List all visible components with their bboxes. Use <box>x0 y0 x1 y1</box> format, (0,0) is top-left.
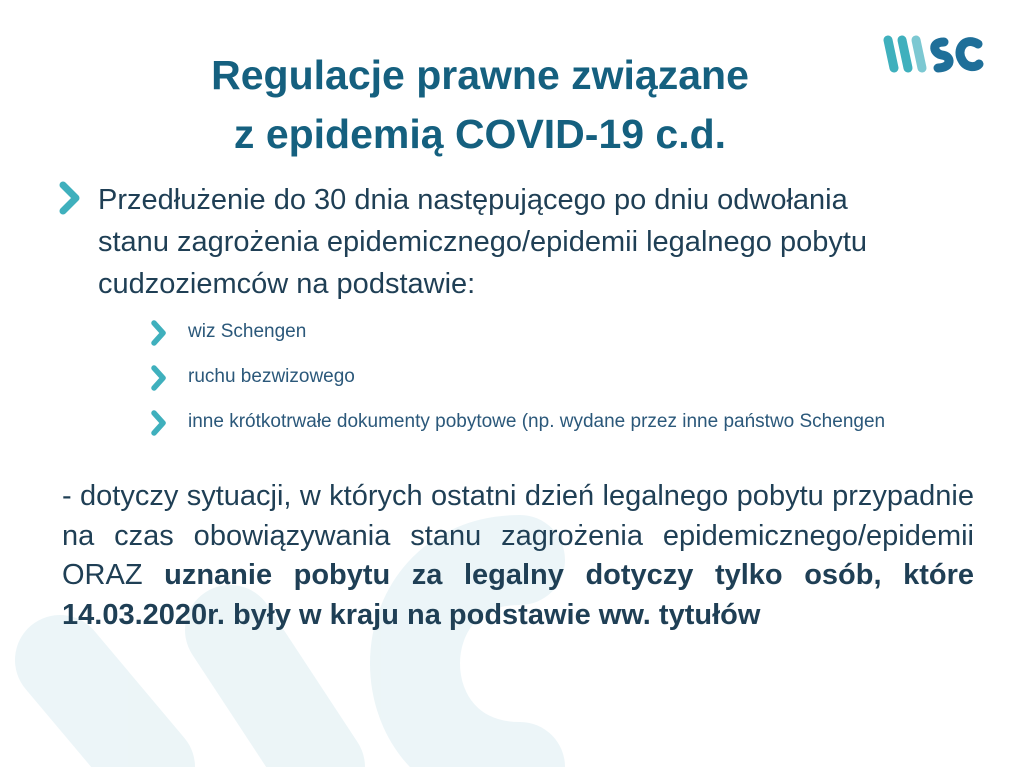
list-item-text: wiz Schengen <box>188 321 307 342</box>
page-title <box>100 46 860 165</box>
title-line-2: z epidemią COVID-19 c.d. <box>233 111 727 158</box>
chevron-right-icon <box>150 318 188 351</box>
chevron-right-icon <box>58 179 98 220</box>
list-item <box>150 363 940 396</box>
list-item-text: inne krótkotrwałe dokumenty pobytowe (np. wydane przez inne państwo Schengen <box>188 411 886 432</box>
main-bullet-text: Przedłużenie do 30 dnia następującego po dniu odwołania stanu zagrożenia epidemicznego/epidemii legalnego pobytu cudzoziemców na podstawie: <box>98 184 868 300</box>
chevron-right-icon <box>150 408 188 441</box>
paragraph-plain-text: - dotyczy sytuacji, w których ostatni dzień legalnego pobytu przypadnie na czas obowiązywania stanu zagrożenia epidemicznego/epidemii ORAZ <box>62 480 974 591</box>
title-line-1: Regulacje prawne związane <box>211 52 749 98</box>
wsc-logo-icon <box>880 30 984 80</box>
chevron-right-icon <box>150 363 188 396</box>
list-item <box>150 318 940 351</box>
sub-bullet-list <box>150 318 940 453</box>
list-item <box>150 408 940 441</box>
list-item-text: ruchu bezwizowego <box>188 366 355 387</box>
main-bullet <box>58 179 878 305</box>
conditions-paragraph <box>62 477 974 635</box>
paragraph-bold-text: uznanie pobytu za legalny dotyczy tylko osób, które 14.03.2020r. były w kraju na podstawie ww. tytułów <box>62 559 974 631</box>
